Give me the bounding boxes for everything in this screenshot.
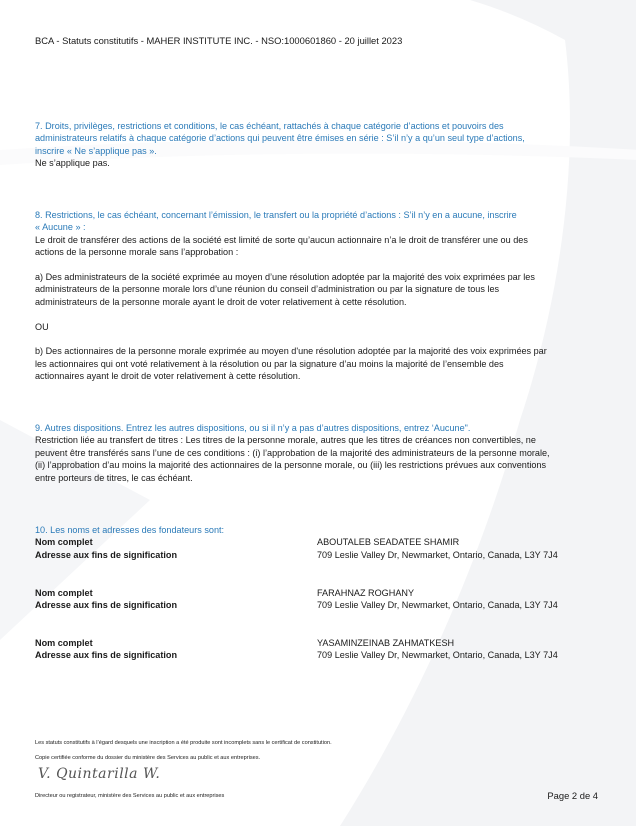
section-9-body <box>35 434 600 484</box>
section-9-body-line: peuvent être transférés sans l’une de ces conditions : (i) l’approbation de la majorité des administrateurs de la personne morale, <box>35 447 550 458</box>
section-9-body-line: (ii) l’approbation d’au moins la majorité des actionnaires de la personne morale, ou (iii) les restrictions prévues aux conventions <box>35 460 547 471</box>
section-8-title <box>35 209 600 234</box>
section-8-clause-b <box>35 345 600 382</box>
founder-entry <box>35 536 600 561</box>
founder-address: 709 Leslie Valley Dr, Newmarket, Ontario, Canada, L3Y 7J4 <box>317 600 558 611</box>
section-9-title: 9. Autres dispositions. Entrez les autres dispositions, ou si il n’y a pas d’autres dispositions, entrez ‘Aucune". <box>35 423 471 433</box>
section-8-title-line: « Aucune » : <box>35 222 86 233</box>
clause-a-line: administrateurs de la personne morale ayant le droit de voter relativement à cette résolution. <box>35 296 407 307</box>
section-8-clause-a <box>35 271 600 308</box>
address-label: Adresse aux fins de signification <box>35 600 178 611</box>
section-9-body-line: entre porteurs de titres, le cas échéant. <box>35 472 193 483</box>
founder-entry <box>35 637 600 662</box>
section-9 <box>35 422 600 484</box>
section-7-title <box>35 120 600 157</box>
signatory-title: Directeur ou registrateur, ministère des Services au public et aux entreprises <box>35 793 225 799</box>
certified-copy-notice: Copie certifiée conforme du dossier du ministère des Services au public et aux entreprises. <box>35 755 261 761</box>
section-7-title-line: 7. Droits, privilèges, restrictions et conditions, le cas échéant, rattachés à chaque catégorie d’actions et pouvoirs des <box>35 121 504 131</box>
founder-name: FARAHNAZ ROGHANY <box>317 588 415 598</box>
section-8 <box>35 209 600 383</box>
founder-name: ABOUTALEB SEADATEE SHAMIR <box>317 537 460 548</box>
incomplete-notice: Les statuts constitutifs à l’égard desquels une inscription a été produite sont incomplets sans le certificat de constitution. <box>35 740 332 746</box>
section-7-body: Ne s’applique pas. <box>35 158 110 169</box>
section-10-title: 10. Les noms et adresses des fondateurs sont: <box>35 525 225 535</box>
clause-a-line: a) Des administrateurs de la société exprimée au moyen d’une résolution adoptée par la majorité des voix exprimées par les <box>35 272 535 283</box>
section-7-title-line: inscrire « Ne s’applique pas ». <box>35 145 157 156</box>
founder-name: YASAMINZEINAB ZAHMATKESH <box>317 638 455 648</box>
clause-b-line: actionnaires ayant le droit de voter relativement à cette résolution. <box>35 371 301 382</box>
clause-b-line: les actionnaires qui ont voté relativement à la résolution ou par la signature d’au moins la majorité de l’ensemble des <box>35 358 504 369</box>
clause-a-line: administrateurs de la personne morale lors d’une réunion du conseil d’administration ou par la signature de tous les <box>35 284 500 295</box>
address-label: Adresse aux fins de signification <box>35 549 178 560</box>
page-number: Page 2 de 4 <box>547 790 598 801</box>
address-label: Adresse aux fins de signification <box>35 650 178 661</box>
name-label: Nom complet <box>35 588 93 598</box>
founder-entry <box>35 587 600 612</box>
document-header: BCA - Statuts constitutifs - MAHER INSTITUTE INC. - NSO:1000601860 - 20 juillet 2023 <box>35 35 403 46</box>
section-8-intro-line: actions de la personne morale sans l’approbation : <box>35 247 239 258</box>
founder-address: 709 Leslie Valley Dr, Newmarket, Ontario, Canada, L3Y 7J4 <box>317 650 558 661</box>
registrar-signature: V. Quintarilla W. <box>38 766 161 782</box>
section-8-title-line: 8. Restrictions, le cas échéant, concernant l’émission, le transfert ou la propriété d’actions : S’il n’y en a aucune, inscrire <box>35 210 517 220</box>
founder-address: 709 Leslie Valley Dr, Newmarket, Ontario, Canada, L3Y 7J4 <box>317 549 558 560</box>
clause-b-line: b) Des actionnaires de la personne morale exprimée au moyen d'une résolution adoptée par la majorité des voix exprimées par <box>35 346 547 357</box>
section-8-or: OU <box>35 321 49 332</box>
section-10 <box>35 524 600 661</box>
name-label: Nom complet <box>35 638 93 648</box>
section-7 <box>35 120 600 170</box>
section-8-intro <box>35 234 600 259</box>
section-9-body-line: Restriction liée au transfert de titres : Les titres de la personne morale, autres que les titres de créances non convertibles, ne <box>35 435 536 446</box>
section-7-title-line: administrateurs relatifs à chaque catégorie d’actions qui peuvent être émises en série : S’il n’y a qu’un seul type d’actions, <box>35 133 525 144</box>
name-label: Nom complet <box>35 537 93 548</box>
section-8-intro-line: Le droit de transférer des actions de la société est limité de sorte qu’aucun actionnaire n’a le droit de transférer une ou des <box>35 234 528 245</box>
